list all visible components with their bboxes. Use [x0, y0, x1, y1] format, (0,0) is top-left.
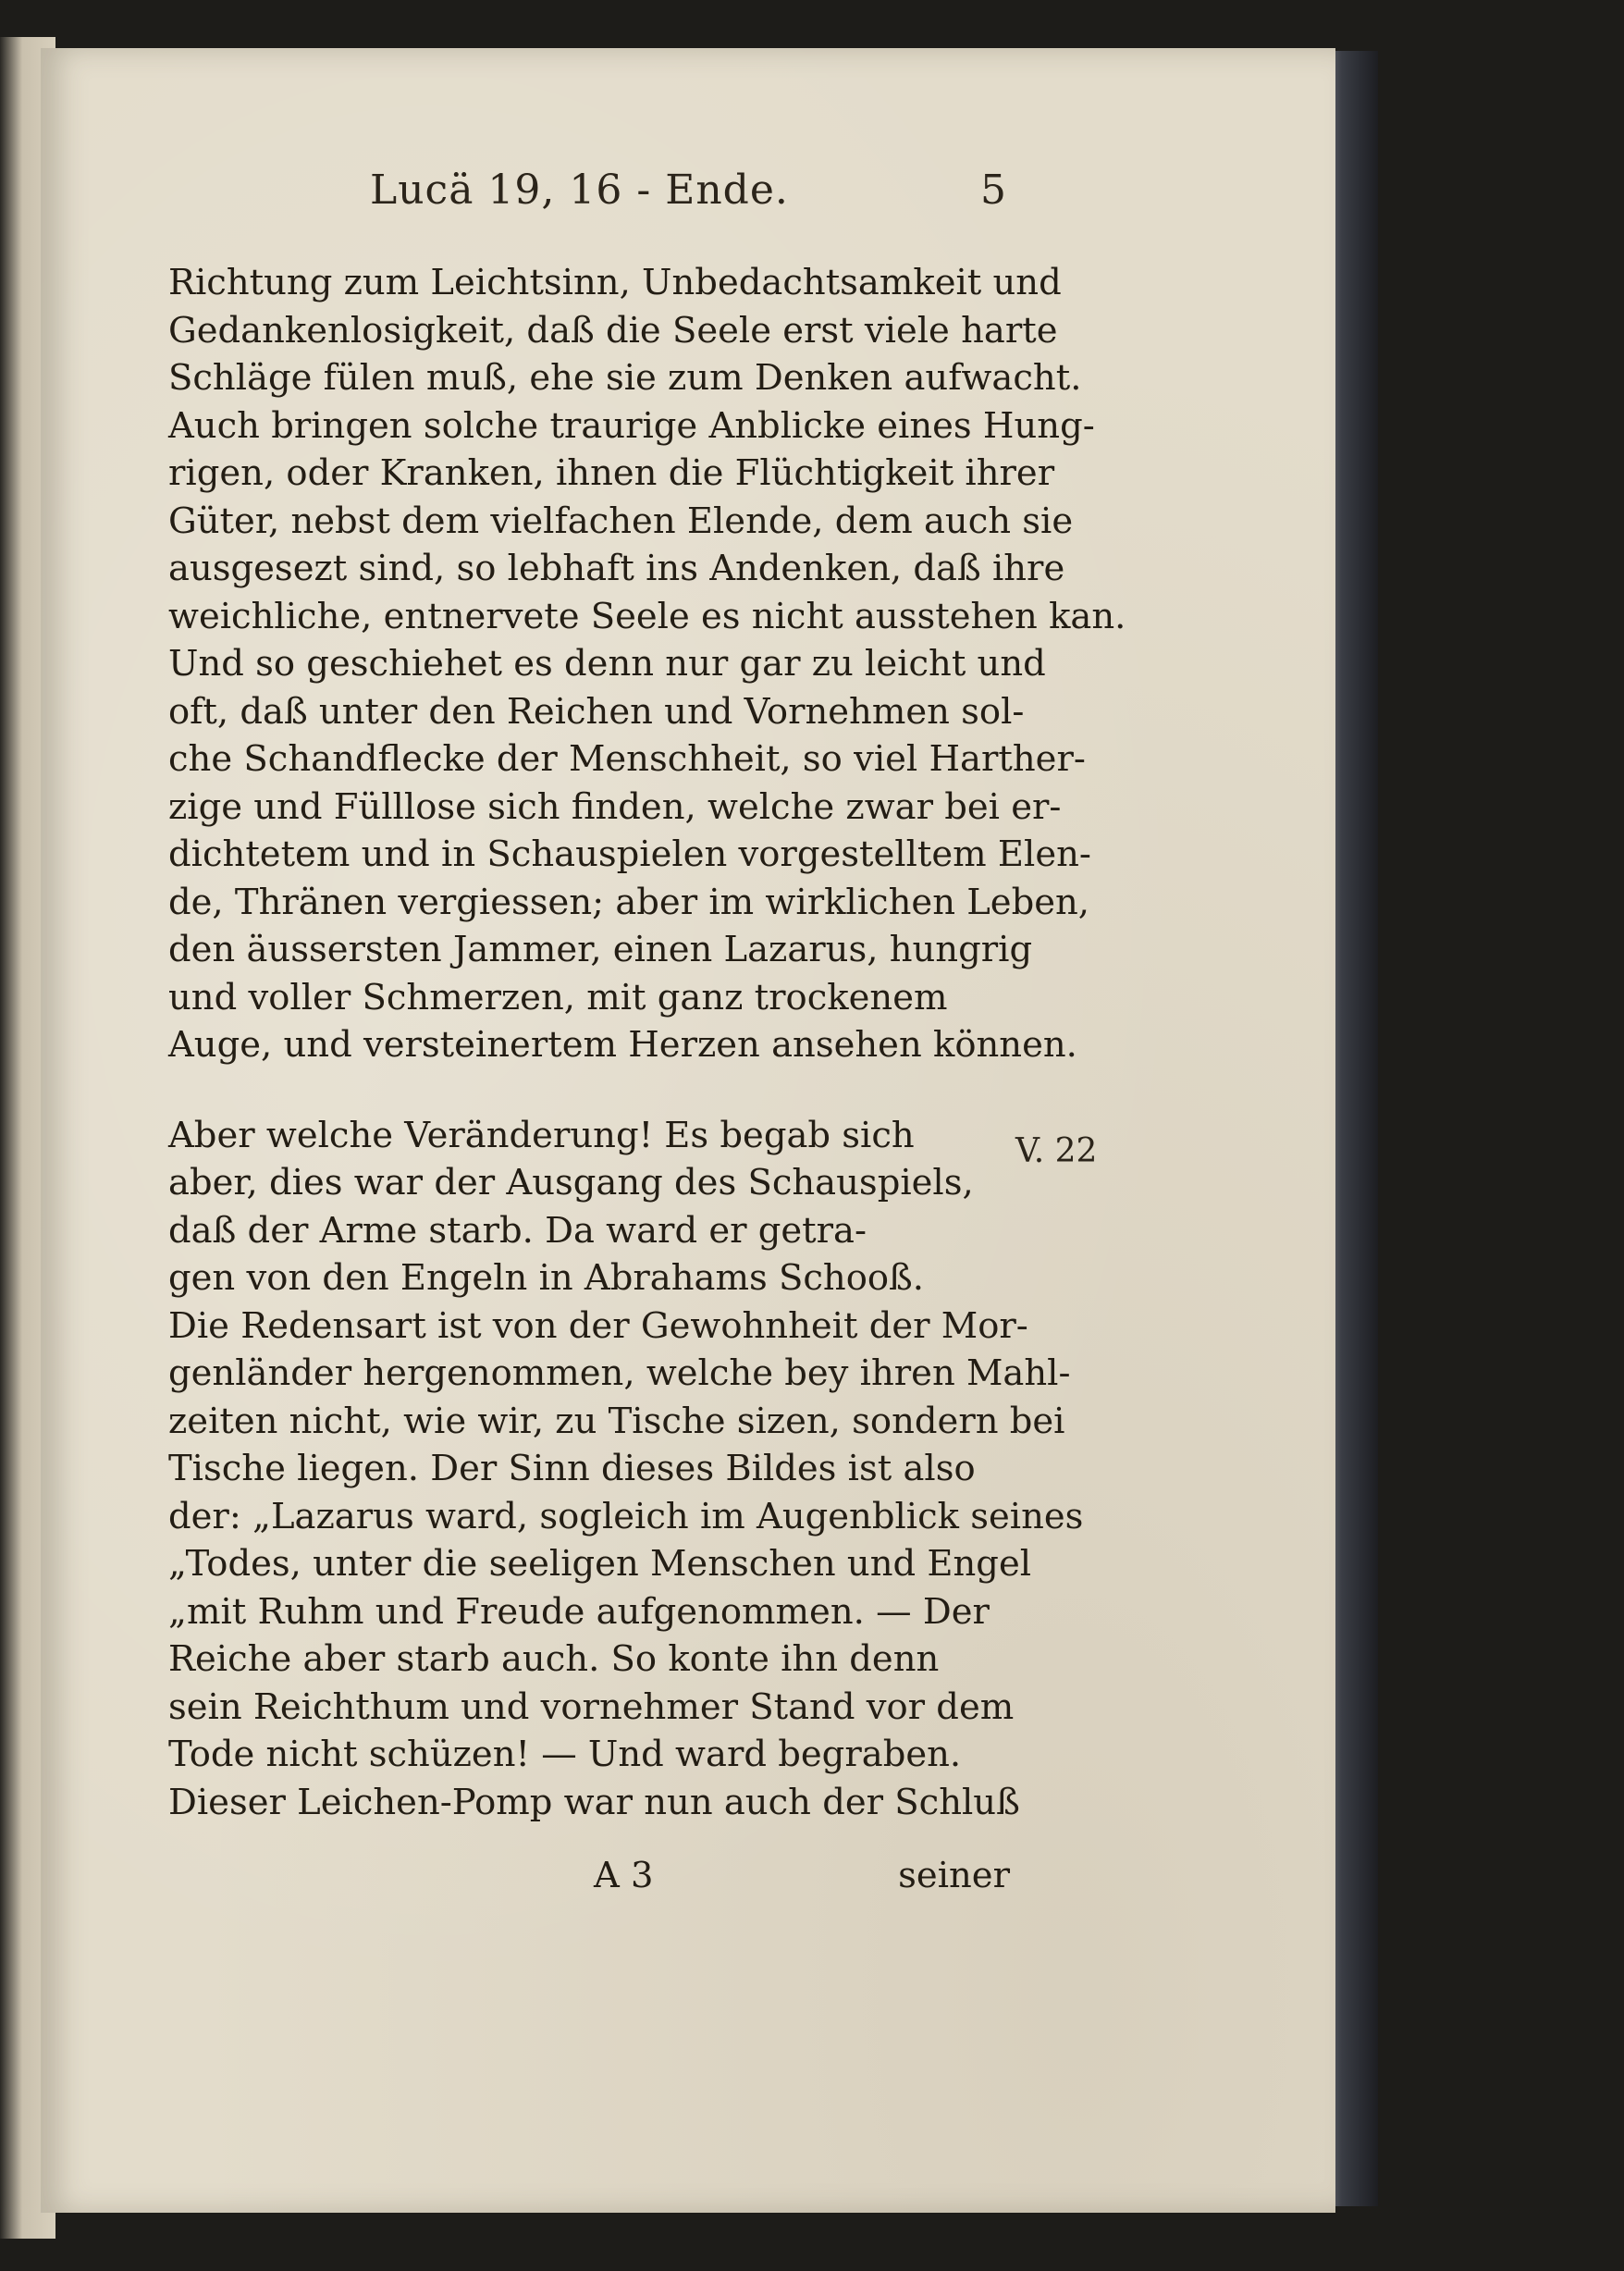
text-line: Güter, nebst dem vielfachen Elende, dem auch sie: [168, 500, 1074, 542]
text-line: Und so geschiehet es denn nur gar zu leicht und: [168, 643, 1046, 685]
text-line: che Schandflecke der Menschheit, so viel Harther-: [168, 738, 1086, 780]
text-line: daß der Arme starb. Da ward er getra-: [168, 1209, 867, 1252]
text-line: Tische liegen. Der Sinn dieses Bildes ist also: [168, 1448, 976, 1489]
text-line: gen von den Engeln in Abrahams Schooß.: [168, 1257, 925, 1299]
text-line: Auge, und versteinertem Herzen ansehen können.: [168, 1024, 1077, 1066]
page-number: 5: [980, 167, 1006, 214]
text-line: ausgesezt sind, so lebhaft ins Andenken, daß ihre: [168, 548, 1065, 589]
text-line: Auch bringen solche traurige Anblicke eines Hung-: [168, 404, 1095, 447]
text-line: rigen, oder Kranken, ihnen die Flüchtigkeit ihrer: [168, 452, 1055, 494]
verse-margin-note: V. 22: [1015, 1132, 1098, 1170]
text-line: Richtung zum Leichtsinn, Unbedachtsamkeit und: [168, 262, 1062, 303]
text-line: Reiche aber starb auch. So konte ihn denn: [168, 1638, 940, 1680]
paragraph-1: [168, 259, 1126, 1069]
signature-mark: A 3: [594, 1855, 654, 1896]
text-line: „Todes, unter die seeligen Menschen und Engel: [168, 1543, 1032, 1585]
text-line: zige und Fülllose sich finden, welche zwar bei er-: [168, 785, 1062, 828]
text-line: dichtetem und in Schauspielen vorgestelltem Elen-: [168, 833, 1091, 875]
text-line: oft, daß unter den Reichen und Vornehmen sol-: [168, 690, 1025, 733]
text-line: Schläge fülen muß, ehe sie zum Denken aufwacht.: [168, 357, 1082, 399]
text-line: Aber welche Veränderung! Es begab sich: [168, 1114, 915, 1156]
text-line: den äussersten Jammer, einen Lazarus, hungrig: [168, 929, 1033, 970]
text-line: und voller Schmerzen, mit ganz trockenem: [168, 976, 948, 1018]
page-footer: [168, 1855, 1010, 1903]
text-line: Dieser Leichen-Pomp war nun auch der Schluß: [168, 1781, 1020, 1823]
text-line: genländer hergenommen, welche bey ihren Mahl-: [168, 1352, 1071, 1394]
text-line: sein Reichthum und vornehmer Stand vor dem: [168, 1685, 1015, 1728]
text-line: de, Thränen vergiessen; aber im wirklichen Leben,: [168, 881, 1090, 923]
catchword: seiner: [898, 1855, 1010, 1896]
text-line: der: „Lazarus ward, sogleich im Augenblick seines: [168, 1495, 1084, 1537]
running-title: Lucä 19, 16 - Ende.: [370, 167, 789, 214]
text-line: aber, dies war der Ausgang des Schauspiels,: [168, 1162, 974, 1203]
text-line: weichliche, entnervete Seele es nicht ausstehen kan.: [168, 595, 1126, 637]
text-line: zeiten nicht, wie wir, zu Tische sizen, sondern bei: [168, 1400, 1065, 1442]
text-line: Tode nicht schüzen! — Und ward begraben.: [168, 1734, 962, 1775]
running-head: [277, 167, 1017, 222]
text-line: „mit Ruhm und Freude aufgenommen. — Der: [168, 1590, 990, 1633]
text-line: Die Redensart ist von der Gewohnheit der Mor-: [168, 1304, 1028, 1347]
text-line: Gedankenlosigkeit, daß die Seele erst viele harte: [168, 309, 1058, 352]
